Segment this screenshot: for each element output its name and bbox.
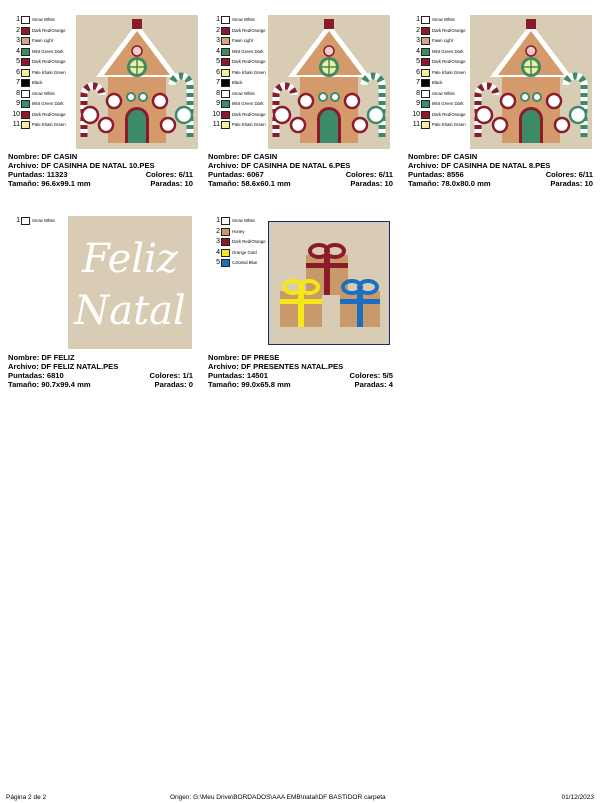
design-size: 96.6x99.1 mm	[41, 179, 91, 188]
color-number: 1	[16, 16, 20, 24]
color-swatch	[221, 90, 230, 98]
archivo-label: Archivo:	[8, 362, 39, 371]
design-file: DF CASINHA DE NATAL 10.PES	[40, 161, 155, 170]
color-name: Black	[32, 80, 43, 86]
color-swatch	[21, 100, 30, 108]
color-number: 9	[16, 100, 20, 108]
color-name: Dark Red/Orange	[432, 59, 466, 65]
info-row-nombre	[408, 152, 593, 161]
color-name: Pale Khaki Green	[232, 122, 266, 128]
color-legend-row	[408, 110, 466, 121]
design-preview	[268, 221, 390, 345]
design-size: 99.0x65.8 mm	[241, 380, 291, 389]
color-legend-row	[8, 89, 66, 100]
color-number: 7	[216, 79, 220, 87]
info-row-tamano	[408, 179, 593, 188]
info-row-puntadas	[208, 371, 393, 380]
design-info	[8, 152, 193, 188]
color-number: 11	[212, 121, 220, 129]
color-number: 1	[216, 217, 220, 225]
color-swatch	[221, 27, 230, 35]
color-legend-row	[208, 216, 266, 227]
color-name: Dark Red/Orange	[232, 27, 266, 33]
color-number: 2	[416, 26, 420, 34]
design-file: DF CASINHA DE NATAL 8.PES	[440, 161, 551, 170]
color-swatch	[21, 37, 30, 45]
color-number: 10	[12, 110, 20, 118]
color-number: 5	[216, 259, 220, 267]
art-text-feliz: Feliz	[82, 236, 178, 282]
design-name: DF CASIN	[41, 152, 78, 161]
color-name: Fawn Light	[232, 38, 254, 44]
color-legend	[208, 216, 266, 269]
color-swatch	[421, 48, 430, 56]
art-text-natal: Natal	[74, 288, 186, 334]
info-row-puntadas	[8, 371, 193, 380]
stitch-count: 6067	[246, 170, 264, 179]
stop-count: 10	[584, 179, 593, 188]
color-swatch	[421, 27, 430, 35]
color-number: 2	[216, 26, 220, 34]
stop-count: 4	[388, 380, 393, 389]
info-row-archivo	[8, 362, 193, 371]
color-name: Pale Khaki Green	[432, 122, 466, 128]
design-size: 58.6x60.1 mm	[241, 179, 291, 188]
color-count: 6/11	[178, 170, 193, 179]
color-swatch	[21, 58, 30, 66]
design-size: 90.7x99.4 mm	[41, 380, 91, 389]
info-row-puntadas	[208, 170, 393, 179]
color-legend-row	[408, 36, 466, 47]
color-name: Fawn Light	[432, 38, 454, 44]
color-count: 6/11	[578, 170, 593, 179]
color-number: 9	[216, 100, 220, 108]
colores-label: Colores:	[149, 371, 181, 380]
stop-count: 10	[184, 179, 193, 188]
color-number: 7	[16, 79, 20, 87]
stitch-count: 14501	[246, 371, 268, 380]
color-swatch	[421, 79, 430, 87]
color-swatch	[221, 217, 230, 225]
stitch-count: 11323	[46, 170, 68, 179]
color-number: 5	[416, 58, 420, 66]
color-legend-row	[208, 237, 266, 248]
color-number: 4	[16, 47, 20, 55]
color-swatch	[221, 228, 230, 236]
info-row-archivo	[208, 161, 393, 170]
color-number: 3	[216, 37, 220, 45]
color-swatch	[221, 100, 230, 108]
color-name: Mint Green Dark	[32, 101, 64, 107]
color-legend-row	[208, 36, 266, 47]
color-swatch	[221, 238, 230, 246]
color-legend-row	[208, 26, 266, 37]
color-name: Pale Khaki Green	[432, 69, 466, 75]
info-row-archivo	[208, 362, 393, 371]
design-preview	[470, 15, 592, 149]
color-swatch	[421, 111, 430, 119]
color-swatch	[221, 37, 230, 45]
design-preview	[76, 15, 198, 149]
color-swatch	[221, 48, 230, 56]
footer-origin: Origen: G:\Meu Drive\BORDADOS\AAA EMB\natal\DF BASTIDOR carpeta	[170, 794, 386, 801]
info-row-tamano	[208, 380, 393, 389]
color-legend	[208, 15, 266, 131]
info-row-tamano	[208, 179, 393, 188]
color-swatch	[421, 90, 430, 98]
color-legend-row	[408, 99, 466, 110]
tamano-label: Tamaño:	[408, 179, 440, 188]
feliz-natal-art	[68, 216, 192, 349]
color-number: 4	[216, 47, 220, 55]
color-legend-row	[8, 78, 66, 89]
color-legend-row	[208, 258, 266, 269]
design-file: DF CASINHA DE NATAL 6.PES	[240, 161, 351, 170]
color-legend-row	[8, 120, 66, 131]
color-swatch	[21, 79, 30, 87]
color-name: Snow White	[432, 17, 455, 23]
color-name: Dark Red/Orange	[432, 111, 466, 117]
color-swatch	[221, 79, 230, 87]
archivo-label: Archivo:	[408, 161, 439, 170]
color-number: 2	[16, 26, 20, 34]
color-name: Snow White	[232, 17, 255, 23]
puntadas-label: Puntadas:	[8, 170, 45, 179]
design-card	[8, 216, 193, 406]
color-name: Mint Green Dark	[232, 101, 264, 107]
color-number: 4	[216, 248, 220, 256]
color-number: 5	[216, 58, 220, 66]
color-name: Dark Red/Orange	[32, 111, 66, 117]
color-swatch	[221, 111, 230, 119]
design-card	[208, 15, 393, 205]
color-number: 11	[12, 121, 20, 129]
color-number: 10	[212, 110, 220, 118]
gingerbread-house-art	[268, 15, 390, 149]
color-swatch	[21, 121, 30, 129]
color-legend-row	[208, 89, 266, 100]
color-legend-row	[408, 120, 466, 131]
design-preview	[68, 216, 192, 349]
color-swatch	[21, 90, 30, 98]
color-swatch	[21, 111, 30, 119]
color-legend-row	[208, 110, 266, 121]
info-row-tamano	[8, 179, 193, 188]
color-legend-row	[408, 57, 466, 68]
nombre-label: Nombre:	[208, 353, 240, 362]
color-number: 8	[416, 89, 420, 97]
nombre-label: Nombre:	[208, 152, 240, 161]
color-legend-row	[208, 15, 266, 26]
color-count: 1/1	[182, 371, 193, 380]
color-legend	[8, 216, 66, 227]
color-number: 3	[16, 37, 20, 45]
nombre-label: Nombre:	[8, 353, 40, 362]
color-legend	[408, 15, 466, 131]
design-preview	[268, 15, 390, 149]
color-swatch	[221, 69, 230, 77]
color-number: 4	[416, 47, 420, 55]
color-name: Dark Red/Orange	[432, 27, 466, 33]
color-name: Dark Red/Orange	[32, 59, 66, 65]
color-legend-row	[8, 68, 66, 79]
design-info	[208, 353, 393, 389]
color-name: Dark Red/Orange	[232, 59, 266, 65]
tamano-label: Tamaño:	[8, 179, 40, 188]
info-row-archivo	[408, 161, 593, 170]
colores-label: Colores:	[145, 170, 177, 179]
color-legend-row	[8, 110, 66, 121]
design-name: DF CASIN	[241, 152, 278, 161]
footer-page: Página 2 de 2	[6, 794, 47, 801]
color-number: 5	[16, 58, 20, 66]
color-name: Pale Khaki Green	[32, 69, 66, 75]
color-swatch	[221, 58, 230, 66]
color-number: 1	[416, 16, 420, 24]
design-file: DF PRESENTES NATAL.PES	[240, 362, 344, 371]
color-swatch	[21, 16, 30, 24]
color-legend-row	[208, 99, 266, 110]
color-legend-row	[8, 36, 66, 47]
gingerbread-house-art	[76, 15, 198, 149]
colores-label: Colores:	[545, 170, 577, 179]
color-name: Mint Green Dark	[432, 48, 464, 54]
color-number: 8	[216, 89, 220, 97]
design-file: DF FELIZ NATAL.PES	[40, 362, 119, 371]
nombre-label: Nombre:	[408, 152, 440, 161]
info-row-tamano	[8, 380, 193, 389]
color-legend-row	[208, 227, 266, 238]
stop-count: 0	[188, 380, 193, 389]
color-number: 10	[412, 110, 420, 118]
design-name: DF FELIZ	[41, 353, 75, 362]
design-card	[208, 216, 393, 406]
design-info	[408, 152, 593, 188]
gift-boxes-art	[268, 221, 390, 345]
color-name: Dark Red/Orange	[232, 111, 266, 117]
color-legend-row	[208, 47, 266, 58]
info-row-nombre	[208, 152, 393, 161]
color-swatch	[221, 259, 230, 267]
color-name: Snow White	[32, 218, 55, 224]
design-name: DF PRESE	[241, 353, 280, 362]
paradas-label: Paradas:	[550, 179, 583, 188]
color-legend-row	[8, 99, 66, 110]
color-swatch	[21, 69, 30, 77]
color-number: 1	[216, 16, 220, 24]
paradas-label: Paradas:	[154, 380, 187, 389]
color-name: Pale Khaki Green	[32, 122, 66, 128]
color-swatch	[21, 27, 30, 35]
color-legend-row	[8, 15, 66, 26]
color-number: 3	[416, 37, 420, 45]
color-name: Black	[432, 80, 443, 86]
color-name: Snow White	[32, 90, 55, 96]
color-name: Dark Red/Orange	[32, 27, 66, 33]
color-name: Pale Khaki Green	[232, 69, 266, 75]
info-row-nombre	[208, 353, 393, 362]
color-swatch	[421, 58, 430, 66]
color-name: Black	[232, 80, 243, 86]
puntadas-label: Puntadas:	[208, 170, 245, 179]
color-number: 6	[416, 68, 420, 76]
color-swatch	[21, 48, 30, 56]
color-count: 5/5	[382, 371, 393, 380]
footer-date: 01/12/2023	[561, 794, 594, 801]
color-number: 11	[412, 121, 420, 129]
color-name: Mint Green Dark	[432, 101, 464, 107]
color-legend-row	[408, 26, 466, 37]
paradas-label: Paradas:	[354, 380, 387, 389]
color-name: Snow White	[432, 90, 455, 96]
gingerbread-house-art	[470, 15, 592, 149]
colores-label: Colores:	[349, 371, 381, 380]
color-name: Colonial Blue	[232, 260, 258, 266]
stitch-count: 6810	[46, 371, 64, 380]
info-row-archivo	[8, 161, 193, 170]
color-number: 3	[216, 238, 220, 246]
color-number: 2	[216, 227, 220, 235]
paradas-label: Paradas:	[350, 179, 383, 188]
color-number: 6	[16, 68, 20, 76]
stitch-count: 8556	[446, 170, 464, 179]
nombre-label: Nombre:	[8, 152, 40, 161]
puntadas-label: Puntadas:	[208, 371, 245, 380]
color-legend-row	[408, 89, 466, 100]
color-number: 1	[16, 217, 20, 225]
color-swatch	[221, 16, 230, 24]
color-legend-row	[8, 26, 66, 37]
info-row-nombre	[8, 353, 193, 362]
color-legend	[8, 15, 66, 131]
color-number: 8	[16, 89, 20, 97]
color-legend-row	[208, 78, 266, 89]
color-number: 7	[416, 79, 420, 87]
archivo-label: Archivo:	[208, 161, 239, 170]
color-swatch	[421, 100, 430, 108]
color-swatch	[421, 37, 430, 45]
color-swatch	[221, 121, 230, 129]
color-number: 9	[416, 100, 420, 108]
color-name: Dark Red/Orange	[232, 239, 266, 245]
color-legend-row	[208, 68, 266, 79]
color-name: Orange Gold	[232, 249, 257, 255]
color-legend-row	[208, 248, 266, 259]
color-count: 6/11	[378, 170, 393, 179]
archivo-label: Archivo:	[8, 161, 39, 170]
info-row-nombre	[8, 152, 193, 161]
color-name: Honey	[232, 228, 245, 234]
color-legend-row	[408, 47, 466, 58]
tamano-label: Tamaño:	[208, 380, 240, 389]
color-swatch	[421, 121, 430, 129]
tamano-label: Tamaño:	[208, 179, 240, 188]
color-legend-row	[8, 47, 66, 58]
color-number: 6	[216, 68, 220, 76]
info-row-puntadas	[408, 170, 593, 179]
color-swatch	[221, 249, 230, 257]
stop-count: 10	[384, 179, 393, 188]
archivo-label: Archivo:	[208, 362, 239, 371]
design-name: DF CASIN	[441, 152, 478, 161]
color-legend-row	[8, 216, 66, 227]
puntadas-label: Puntadas:	[408, 170, 445, 179]
color-swatch	[421, 16, 430, 24]
color-swatch	[421, 69, 430, 77]
puntadas-label: Puntadas:	[8, 371, 45, 380]
design-info	[8, 353, 193, 389]
color-name: Mint Green Dark	[232, 48, 264, 54]
design-card	[8, 15, 193, 205]
tamano-label: Tamaño:	[8, 380, 40, 389]
paradas-label: Paradas:	[150, 179, 183, 188]
design-size: 78.0x80.0 mm	[441, 179, 491, 188]
design-info	[208, 152, 393, 188]
color-name: Snow White	[232, 218, 255, 224]
color-name: Snow White	[232, 90, 255, 96]
color-legend-row	[408, 68, 466, 79]
info-row-puntadas	[8, 170, 193, 179]
color-name: Mint Green Dark	[32, 48, 64, 54]
color-legend-row	[408, 78, 466, 89]
color-name: Fawn Light	[32, 38, 54, 44]
color-legend-row	[208, 120, 266, 131]
color-swatch	[21, 217, 30, 225]
color-name: Snow White	[32, 17, 55, 23]
color-legend-row	[408, 15, 466, 26]
colores-label: Colores:	[345, 170, 377, 179]
color-legend-row	[8, 57, 66, 68]
color-legend-row	[208, 57, 266, 68]
design-card	[408, 15, 593, 205]
